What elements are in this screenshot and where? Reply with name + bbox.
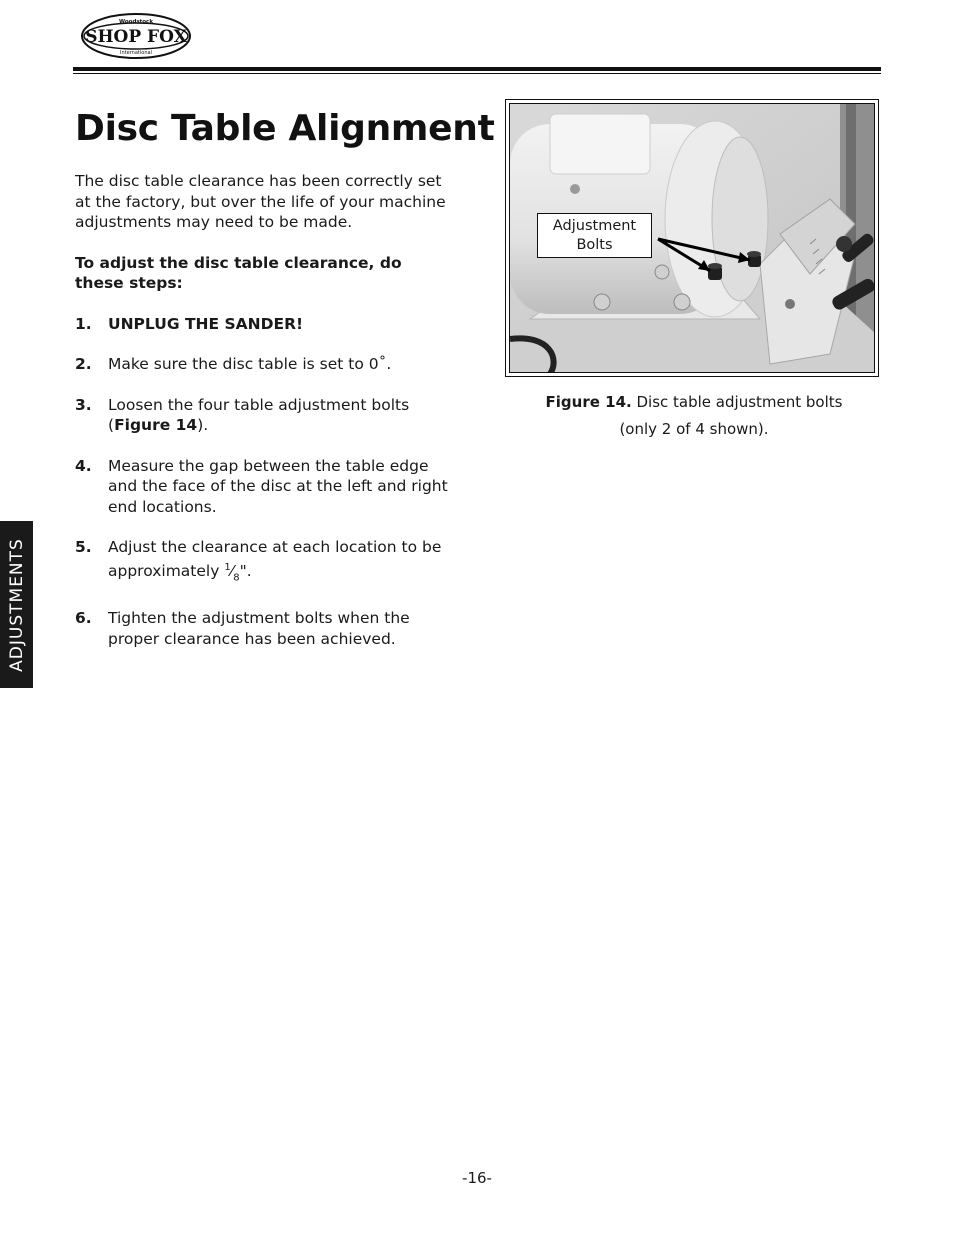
section-tab-label: ADJUSTMENTS bbox=[6, 537, 27, 672]
steps-list bbox=[75, 314, 453, 650]
step-item: 1. UNPLUG THE SANDER! bbox=[75, 314, 304, 333]
header-rule bbox=[73, 67, 881, 71]
figure-caption bbox=[505, 389, 883, 443]
page-number: -16- bbox=[462, 1169, 492, 1187]
logo-text: SHOP FOX bbox=[85, 27, 187, 47]
step-item: 6. Tighten the adjustment bolts when the proper clearance has been achieved. bbox=[75, 609, 410, 648]
step-item: 4. Measure the gap between the table edge and the face of the disc at the left and right end locations. bbox=[75, 456, 448, 516]
intro-paragraph: The disc table clearance has been correctly set at the factory, but over the life of your machine adjustments may need to be made. bbox=[75, 172, 446, 231]
step-item: 2. Make sure the disc table is set to 0˚. bbox=[75, 355, 392, 373]
shop-fox-logo bbox=[80, 12, 192, 60]
callout-label bbox=[537, 213, 652, 258]
steps-lead: To adjust the disc table clearance, do these steps: bbox=[75, 253, 402, 292]
caption-text: Disc table adjustment bolts bbox=[636, 393, 843, 411]
instructions-column bbox=[75, 171, 453, 669]
logo-ring-top: Woodstock bbox=[119, 19, 153, 25]
header-rule-thin bbox=[73, 73, 881, 74]
figure-reference: Figure 14 bbox=[114, 416, 198, 434]
callout-line-2: Bolts bbox=[576, 237, 613, 253]
step-item: 5. Adjust the clearance at each location to be approximately $^1⁄_8$". bbox=[75, 538, 442, 583]
caption-label: Figure 14. bbox=[545, 393, 632, 411]
section-tab bbox=[0, 521, 33, 688]
step-item: 3. Loosen the four table adjustment bolts (Figure 14). bbox=[75, 395, 410, 434]
page-title: Disc Table Alignment bbox=[75, 108, 495, 149]
caption-line-2: (only 2 of 4 shown). bbox=[619, 420, 769, 438]
callout-line-1: Adjustment bbox=[552, 218, 637, 234]
logo-ring-bottom: International bbox=[120, 50, 152, 56]
